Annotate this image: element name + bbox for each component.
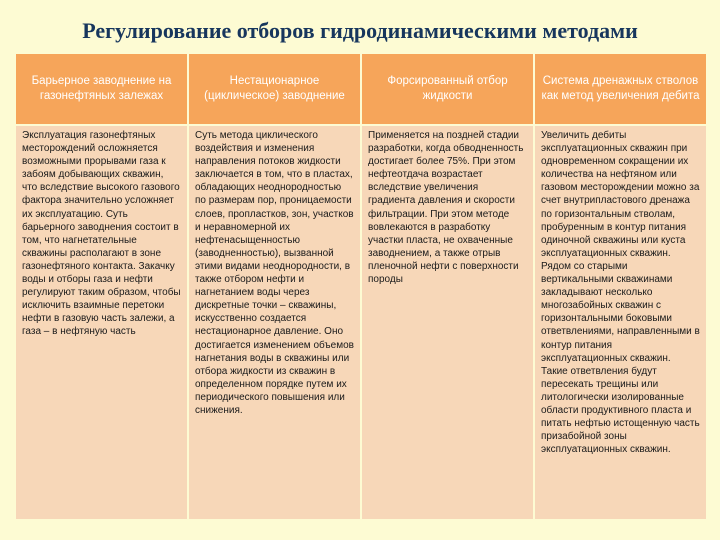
cell-barrier-flooding: Эксплуатация газонефтяных месторождений осложняется возможными прорывами газа к забоям добывающих скважин, что вследствие высокого газового фактора значительно усложняет их эксплуатацию. Суть барьерного заводнения состоит в том, что нагнетательные скважины располагают в зоне газонефтяного контакта. Закачку воды и отборы газа и нефти регулируют таким образом, чтобы исключить взаимные перетоки нефти в газовую часть залежи, а газа – в нефтяную часть [15, 125, 188, 520]
cell-cyclic-flooding: Суть метода циклического воздействия и изменения направления потоков жидкости заключается в том, что в пластах, обладающих неоднородностью по размерам пор, проницаемости слоев, пропластков, зон, участков и неравномерной их нефтенасыщенностью (заводненностью), вызванной этими видами неоднородности, в также отбором нефти и нагнетанием воды через дискретные точки – скважины, искусственно создается нестационарное давление. Оно достигается изменением объемов нагнетания воды в скважины или отбора жидкости из скважин в определенном порядке путем их периодического повышения или снижения. [188, 125, 361, 520]
header-barrier-flooding: Барьерное заводнение на газонефтяных залежах [15, 53, 188, 125]
table-row [15, 125, 707, 520]
table-header-row [15, 53, 707, 125]
header-cyclic-flooding: Нестационарное (циклическое) заводнение [188, 53, 361, 125]
cell-drainage-boreholes: Увеличить дебиты эксплуатационных скважин при одновременном сокращении их количества на нефтяном или газовом месторождении можно за счет внутрипластового дренажа по горизонтальным стволам, пробуренным в контур питания одиночной скважины или куста эксплуатационных скважин. Рядом со старыми вертикальными скважинами закладывают несколько многозабойных скважин с горизонтальными боковыми ответвлениями, направленными в контур питания эксплуатационных скважин. Такие ответвления будут пересекать трещины или литологически изолированные области продуктивного пласта и питать нефтью истощенную часть призабойной зоны эксплуатационных скважин. [534, 125, 707, 520]
header-forced-withdrawal: Форсированный отбор жидкости [361, 53, 534, 125]
page-title: Регулирование отборов гидродинамическими методами [82, 18, 638, 43]
cell-forced-withdrawal: Применяется на поздней стадии разработки, когда обводненность достигает более 75%. При этом нефтеотдача возрастает вследствие увеличения градиента давления и скорости фильтрации. При этом методе вовлекаются в разработку участки пласта, не охваченные заводнением, а также отрыв пленочной нефти с поверхности породы [361, 125, 534, 520]
methods-table [14, 52, 708, 521]
header-drainage-boreholes: Система дренажных стволов как метод увеличения дебита [534, 53, 707, 125]
